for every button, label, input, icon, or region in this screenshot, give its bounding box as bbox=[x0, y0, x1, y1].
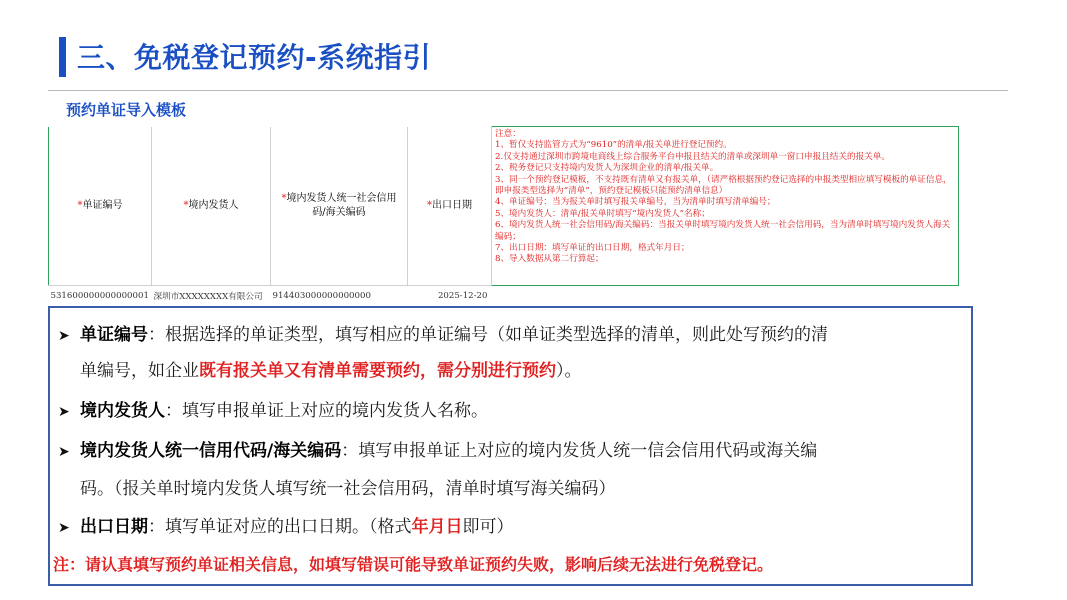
header-cell-shipper: *境内发货人 bbox=[152, 127, 271, 286]
template-table bbox=[48, 126, 959, 306]
page-title: 三、免税登记预约-系统指引 bbox=[77, 41, 432, 74]
sample-shipper: 深圳市XXXXXXXX有限公司 bbox=[153, 291, 263, 302]
note-line: 2.仅支持通过深圳市跨境电商线上综合服务平台申报且结关的清单或深圳单一窗口申报且结关的报关单。 bbox=[495, 151, 890, 162]
template-sample-row bbox=[49, 285, 959, 306]
arrow-bullet-icon: ➤ bbox=[58, 328, 70, 344]
sample-doc-number: 531600000000000001 bbox=[50, 290, 149, 301]
note-line: 7、出口日期：填写单证的出口日期，格式年月日； bbox=[495, 243, 690, 254]
sample-credit-code: 914403000000000000 bbox=[272, 290, 371, 301]
explain-item-credit-code: ➤ 境内发货人统一信用代码/海关编码：填写申报单证上对应的境内发货人统一信会信用代码或海关编 bbox=[58, 441, 818, 461]
header-cell-export-date: *出口日期 bbox=[408, 127, 492, 286]
note-line: 4、单证编号：当为报关单时填写报关单编号，当为清单时填写清单编号； bbox=[495, 197, 776, 208]
note-line: 5、境内发货人：清单/报关单时填写“境内发货人”名称； bbox=[495, 208, 710, 219]
title-divider bbox=[48, 90, 1008, 91]
explain-item-export-date: ➤ 出口日期：填写单证对应的出口日期。（格式年月日即可） bbox=[58, 517, 514, 537]
title-accent-bar bbox=[59, 37, 66, 77]
arrow-bullet-icon: ➤ bbox=[58, 444, 70, 460]
arrow-bullet-icon: ➤ bbox=[58, 520, 70, 536]
note-line: 8、导入数据从第二行算起； bbox=[495, 254, 604, 265]
warning-note: 注：请认真填写预约单证相关信息，如填写错误可能导致单证预约失败，影响后续无法进行免税登记。 bbox=[53, 555, 774, 574]
note-line: 3、同一个预约登记模板，不支持既有清单又有报关单，（请严格根据预约登记选择的申报类型相应填写模板的单证信息，即申报类型选择为“清单”，预约登记模板只能预约清单信息） bbox=[495, 174, 952, 197]
sample-export-date: 2025-12-20 bbox=[437, 290, 488, 301]
explain-item-credit-code-cont: 码。（报关单时境内发货人填写统一社会信用码，清单时填写海关编码） bbox=[80, 479, 616, 499]
import-template-sheet bbox=[48, 126, 959, 306]
note-line: 6、境内发货人统一社会信用码/海关编码：当报关单时填写境内发货人统一社会信用码，当为清单时填写境内发货人海关编码； bbox=[495, 220, 951, 242]
section-subtitle: 预约单证导入模板 bbox=[66, 101, 187, 119]
header-cell-doc-number: *单证编号 bbox=[49, 127, 152, 286]
explain-item-doc-number-cont: 单编号，如企业既有报关单又有清单需要预约，需分别进行预约）。 bbox=[80, 361, 582, 381]
arrow-bullet-icon: ➤ bbox=[58, 404, 70, 420]
note-line: 1、暂仅支持监管方式为“9610”的清单/报关单进行登记预约。 bbox=[495, 140, 732, 151]
explain-item-doc-number: ➤ 单证编号：根据选择的单证类型，填写相应的单证编号（如单证类型选择的清单，则此处写预约的清 bbox=[58, 325, 828, 345]
sample-empty-cell bbox=[492, 285, 959, 306]
template-header-row bbox=[49, 127, 959, 286]
note-line: 2、税务登记只支持境内发货人为深圳企业的清单/报关单。 bbox=[495, 163, 719, 174]
template-notes bbox=[492, 127, 959, 286]
header-cell-credit-code: *境内发货人统一社会信用码/海关编码 bbox=[271, 127, 408, 286]
explain-item-shipper: ➤ 境内发货人：填写申报单证上对应的境内发货人名称。 bbox=[58, 401, 488, 421]
note-line: 注意： bbox=[495, 129, 521, 139]
